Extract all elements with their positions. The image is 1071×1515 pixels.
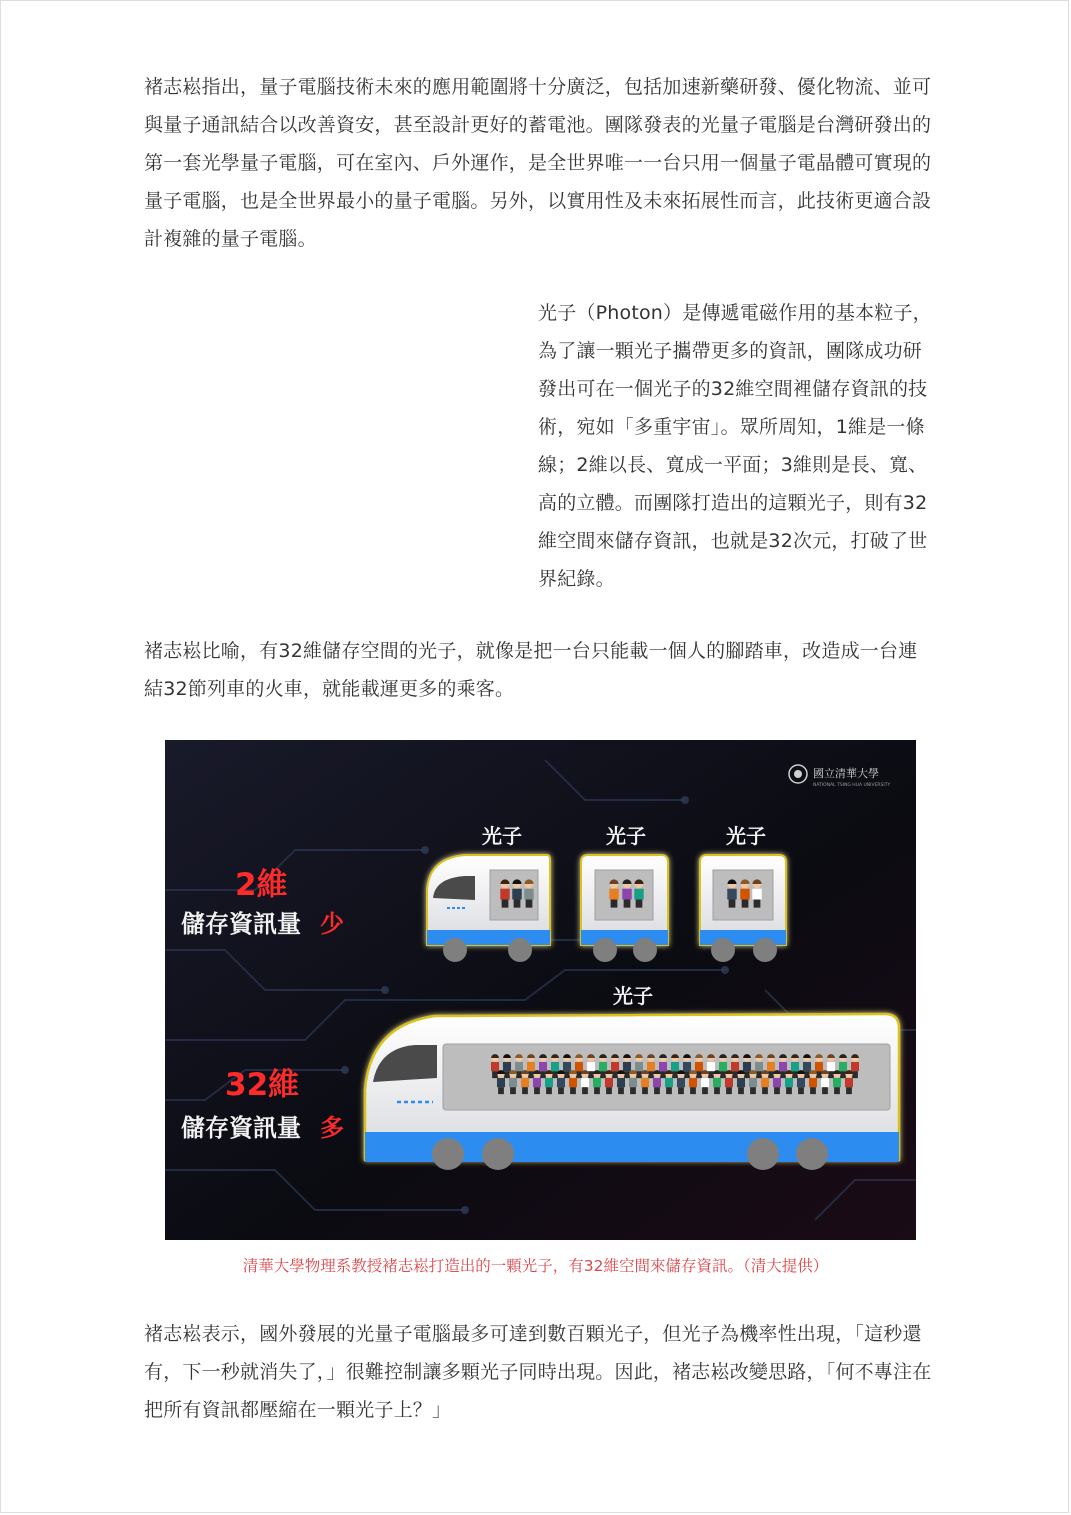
passengers-car-3 [727,879,761,907]
label-32d-text: 儲存資訊量 [181,1114,301,1142]
label-32d-dimension: 32維 [225,1067,300,1103]
logo-subtext: NATIONAL TSING HUA UNIVERSITY [813,783,891,788]
passengers-car-1 [500,879,533,907]
photon-label-4: 光子 [613,984,653,1008]
figure-photon-train-illustration [165,740,916,1240]
paragraph-applications: 褚志崧指出，量子電腦技術未來的應用範圍將十分廣泛，包括加速新藥研發、優化物流、並可與量子通訊結合以改善資安，甚至設計更好的蓄電池。團隊發表的光量子電腦是台灣研發出的第一套光學量子電腦，可在室內、戶外運作，是全世界唯一一台只用一個量子電晶體可實現的量子電腦，也是全世界最小的量子電腦。另外，以實用性及未來拓展性而言，此技術更適合設計複雜的量子電腦。 [144,76,932,250]
photon-label-3: 光子 [726,824,766,848]
small-train-engine [427,855,550,962]
paragraph-approach: 褚志崧表示，國外發展的光量子電腦最多可達到數百顆光子，但光子為機率性出現，「這秒還有，下一秒就消失了，」很難控制讓多顆光子同時出現。因此，褚志崧改變思路，「何不專注在把所有資訊都壓縮在一顆光子上？」 [144,1323,932,1421]
label-2d-dimension: 2維 [235,867,288,903]
photon-label-1: 光子 [482,824,522,848]
paragraph-train-analogy: 褚志崧比喻，有32維儲存空間的光子，就像是把一台只能載一個人的腳踏車，改造成一台連結32節列車的火車，就能載運更多的乘客。 [144,640,918,700]
passengers-car-2 [609,879,643,907]
logo-text: 國立清華大學 [813,767,879,780]
small-train-car-3 [700,855,786,962]
small-train-car-2 [581,855,668,962]
paragraph-photon-definition: 光子（Photon）是傳遞電磁作用的基本粒子，為了讓一顆光子攜帶更多的資訊，團隊成功研發出可在一個光子的32維空間裡儲存資訊的技術，宛如「多重宇宙」。眾所周知，1維是一條線；2維以長、寬成一平面；3維則是長、寬、高的立體。而團隊打造出的這顆光子，則有32維空間來儲存資訊，也就是32次元，打破了世界紀錄。 [538,302,932,590]
photon-label-2: 光子 [606,824,646,848]
figure-caption: 清華大學物理系教授褚志崧打造出的一顆光子，有32維空間來儲存資訊。（清大提供） [242,1257,829,1275]
label-32d-level: 多 [320,1114,344,1142]
label-2d-text: 儲存資訊量 [181,910,301,938]
label-2d-level: 少 [320,910,344,938]
